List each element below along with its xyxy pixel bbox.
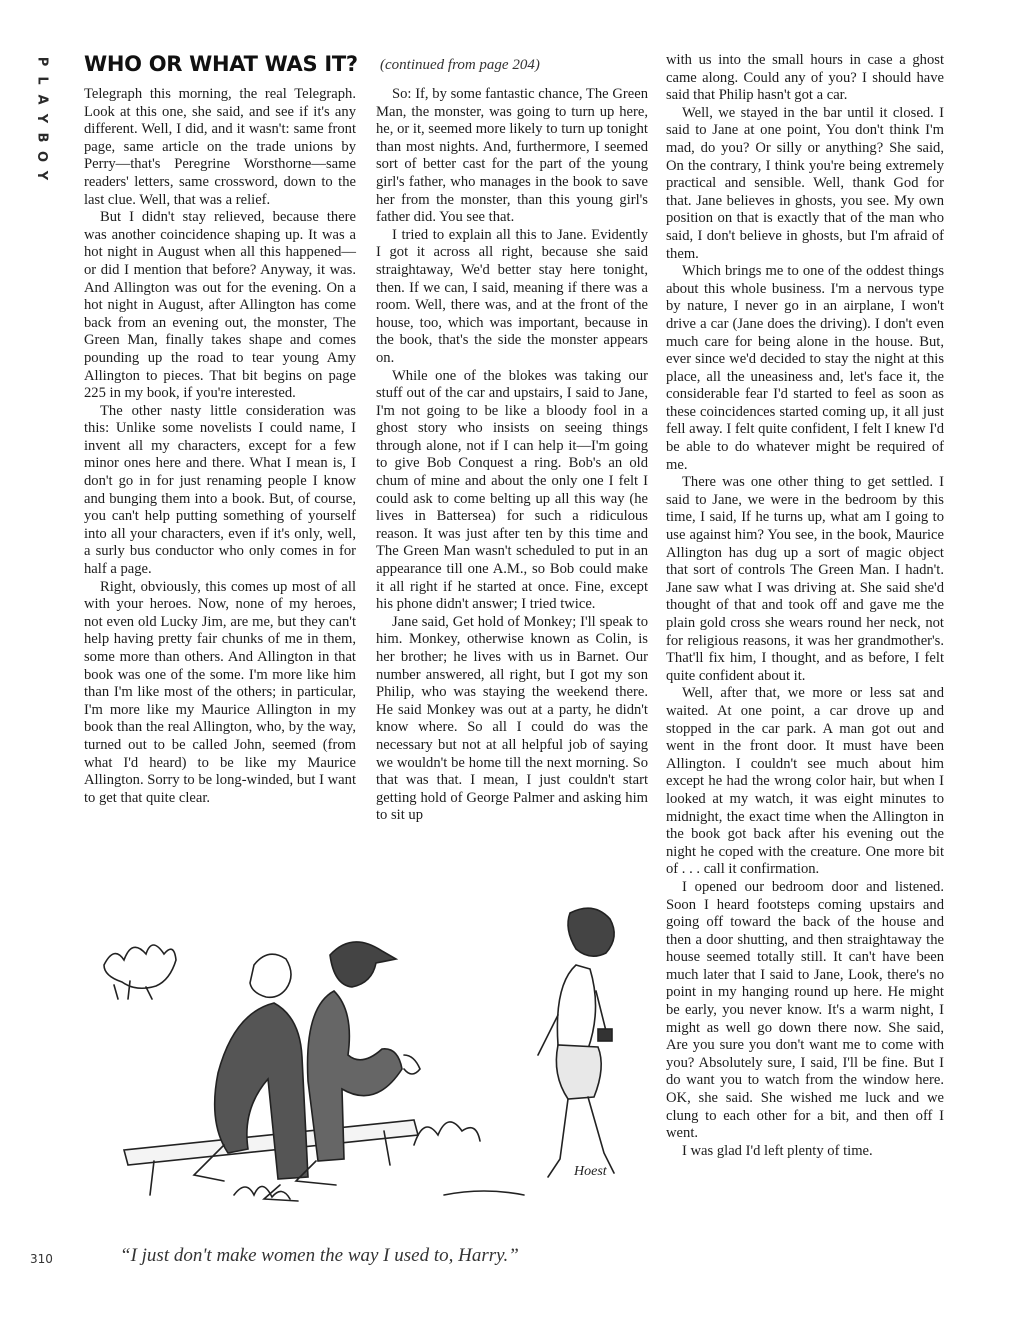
- article-headline: WHO OR WHAT WAS IT?: [84, 52, 358, 76]
- text-column-2: [376, 86, 648, 825]
- magazine-letter: A: [34, 94, 50, 105]
- magazine-letter: O: [34, 150, 50, 163]
- paragraph: But I didn't stay relieved, because there was another coincidence shaping up. It was a hot night in August when all this happened—or did I mention that before? Anyway, it was. And Allington was out for the evening. On a hot night in August, after Allington has come back from an evening out, the monster, The Green Man, finally takes shape and comes pounding up the road to tear young Amy Allington to pieces. That bit begins on page 225 in my book, if you're interested.: [84, 209, 356, 402]
- paragraph: There was one other thing to get settled. I said to Jane, we were in the bedroom by this time, I said, If he turns up, what am I going to use against him? You see, in the book, Maurice Allington has dug up a sort of magic object that sort of controls The Green Man. I hadn't. Jane saw what I was driving at. She said she'd thought of that and took off and gave me the plain gold cross she wears round her neck, not for religious reasons, it was her grandmother's. That'll fix him, I thought, and as before, I felt quite confident about it.: [666, 474, 944, 684]
- paragraph: I opened our bedroom door and listened. Soon I heard footsteps coming upstairs and going off toward the back of the house and then a door shutting, and then straightaway the house seemed totally still. It can't have been much later that I said to Jane, Look, there's no point in my hanging round up here. He might be early, you never know. It's a warm night, I might as well go down there now. She said, Are you sure you don't want me to come with you? Absolutely sure, I said, I'll be fine. But I do want you to watch from the window here. OK, she said. She wished me luck and we clung to each other for a bit, and then off I went.: [666, 878, 944, 1142]
- paragraph: Well, after that, we more or less sat and waited. At one point, a car drove up and stopped in the car park. A man got out and went in the front door. It must have been Allington. I couldn't see much about him except he had the wrong color hair, but when I looked at my watch, it was eight minutes to midnight, the exact time when the Allington in the book got back after his evening out the night he coped with the creature. One more bit of . . . call it confirmation.: [666, 685, 944, 878]
- page-number: 310: [30, 1252, 53, 1266]
- magazine-letter: L: [34, 76, 50, 85]
- paragraph: Telegraph this morning, the real Telegraph. Look at this one, she said, and see if it's any different. Well, I did, and it wasn't: same front page, same article on the trade unions by Perry—that's Peregrine Worsthorne—same readers' letters, same crossword, down to the last clue. Well, that was a relief.: [84, 86, 356, 208]
- paragraph: I was glad I'd left plenty of time.: [682, 1142, 873, 1159]
- paragraph: The other nasty little consideration was this: Unlike some novelists I could name, I invent all my characters, except for a few minor ones here and there. What I mean is, I don't go in for just renaming people I know and bunging them into a book. But, of course, you can't help putting something of yourself into all your characters, even if it's only, well, a surly bus conductor who only comes in for half a page.: [84, 402, 356, 578]
- cartoon-drawing: [84, 895, 644, 1225]
- magazine-letter: Y: [34, 113, 50, 124]
- paragraph: I tried to explain all this to Jane. Evidently I got it across all right, because she said straightaway, We'd better stay here tonight, then. If we can, I said, meaning if there was a room. Well, there was, and at the front of the house, too, which was important, because in the book, that's the side the monster appears on.: [376, 226, 648, 366]
- paragraph: While one of the blokes was taking our stuff out of the car and upstairs, I said to Jane, I'm not going to be like a bloody fool in a ghost story who insists on seeing things through alone, not if I can help it—I'm going to give Bob Conquest a ring. Bob's an old chum of mine and about the only one I felt I could ask to come belting up all this way (he lives in Battersea) for such a ridiculous reason. It was just after ten by this time and The Green Man wasn't scheduled to put in an appearance till one A.M., so Bob could make it all right if he started at once. Fine, except his phone didn't answer; I tried twice.: [376, 367, 648, 613]
- paragraph: Right, obviously, this comes up most of all with your heroes. Now, none of my heroes, not even old Lucky Jim, are me, but they can't help having pretty fair chunks of me in them, some more than others. And Allington in that book was one of the some. I'm more like him than I'm like most of the others; in particular, I'm more like my Maurice Allington in my book than the real Allington, who, by the way, turned out to be called John, seemed (from what I'd heard) to be like my Maurice Allington. Sorry to be long-winded, but I want to get that quite clear.: [84, 578, 356, 806]
- paragraph: Jane said, Get hold of Monkey; I'll speak to him. Monkey, otherwise known as Colin, is her brother; he lives with us in Barnet. Our number answered, all right, but I got my son Philip, who was staying the weekend there. He said Monkey was out at a party, he didn't know where. So all I could do was the necessary but not at all helpful job of saying we wouldn't be home till the next morning. So that was that. I mean, I just couldn't start getting hold of George Palmer and asking him to sit up: [376, 613, 648, 824]
- magazine-letter: P: [34, 56, 50, 67]
- cartoon-caption: “I just don't make women the way I used to, Harry.”: [120, 1245, 519, 1266]
- paragraph: So: If, by some fantastic chance, The Green Man, the monster, was going to turn up here, he, or it, seemed more likely to turn up tonight than most nights. And, furthermore, I seemed sort of better cast for the part of the young girl's father, who manages in the book to save her from the monster, than this young girl's father did. You see that.: [376, 86, 648, 226]
- paragraph: with us into the small hours in case a ghost came along. Could any of you? I should have said that Philip hasn't got a car.: [666, 52, 944, 104]
- paragraph: Well, we stayed in the bar until it closed. I said to Jane at one point, You don't think I'm mad, do you? Or silly or anything? She said, On the contrary, I think you're being extremely practical and sensible. Well, thank God for that. Jane believes in ghosts, you see. My own position on that is exactly that of the man who said, I don't believe in ghosts, but I'm afraid of them.: [666, 104, 944, 262]
- magazine-letter: B: [34, 132, 50, 143]
- artist-signature: Hoest: [574, 1164, 607, 1179]
- continued-note: (continued from page 204): [380, 57, 540, 73]
- text-column-3: [666, 52, 944, 1160]
- text-column-1: [84, 86, 356, 807]
- magazine-vertical-label: [30, 52, 54, 185]
- magazine-letter: Y: [34, 170, 50, 181]
- cartoon-illustration: [84, 895, 644, 1225]
- paragraph: Which brings me to one of the oddest things about this whole business. I'm a nervous type by nature, I never go in an airplane, I won't drive a car (Jane does the driving). I don't even much care for being alone in the house. But, ever since we'd decided to stay the night at this place, all the uneasiness and, let's face it, the considerable fear I'd started to feel as soon as these coincidences started coming up, it all just fell away. I felt quite confident, I felt I knew I'd be able to do whatever might be required of me.: [666, 263, 944, 473]
